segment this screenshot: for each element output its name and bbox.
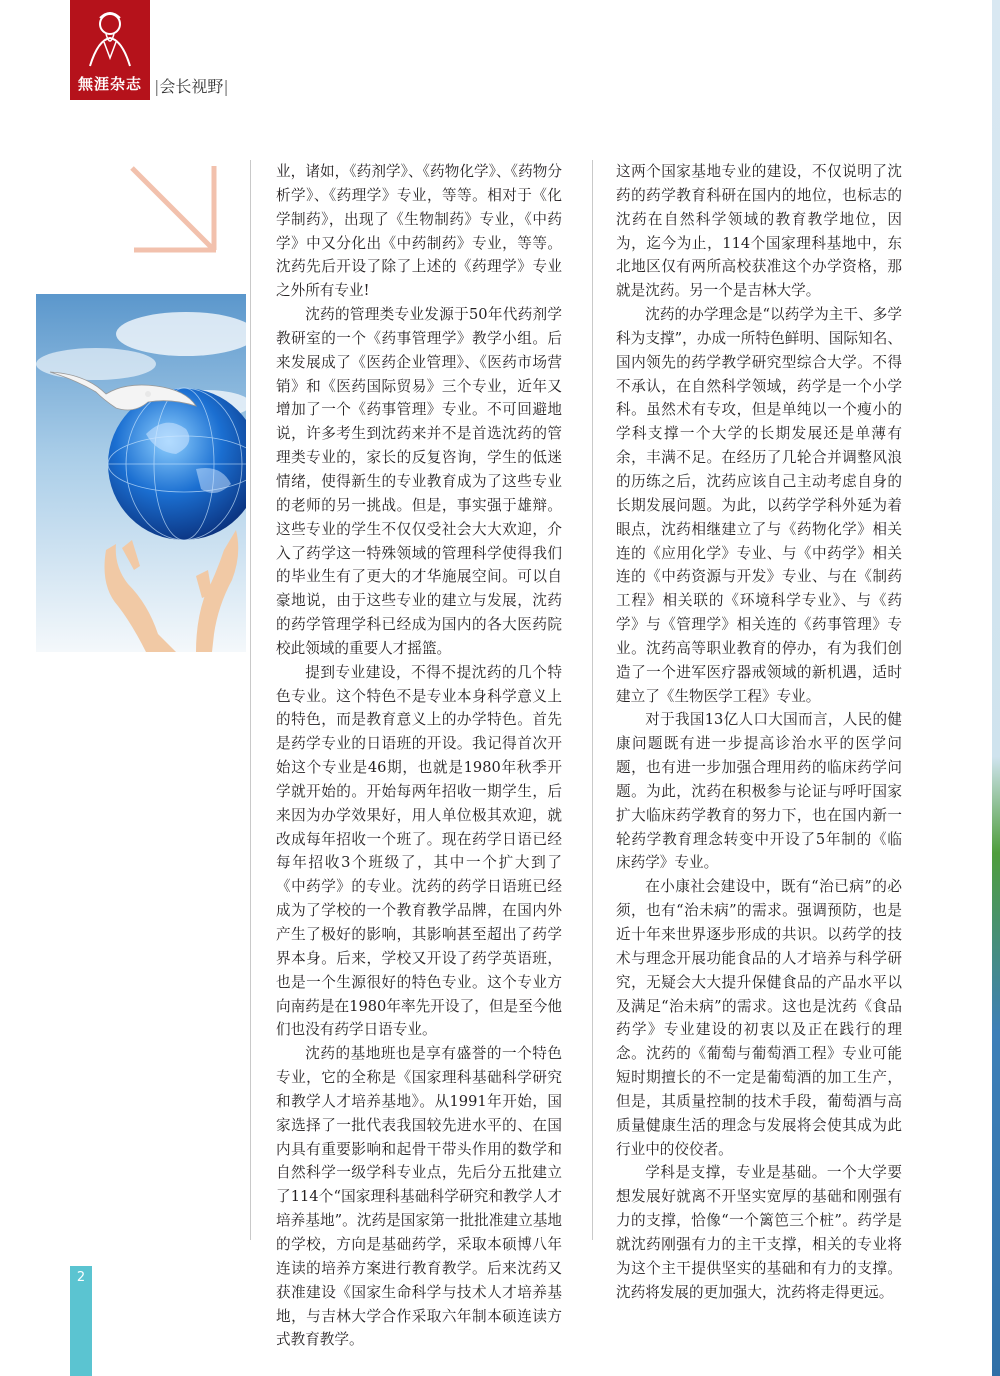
section-title: 会长视野 [159, 77, 224, 96]
scholar-portrait-icon [78, 8, 142, 68]
page-number: 2 [76, 1270, 86, 1285]
section-divider: | [154, 77, 160, 96]
section-divider: | [223, 77, 229, 96]
column-rule-middle [592, 160, 593, 1240]
column-rule-left [250, 160, 251, 1240]
paragraph: 这两个国家基地专业的建设，不仅说明了沈药的药学教育科研在国内的地位，也标志的沈药在自然科学领域的教育教学地位，因为，迄今为止，114个国家理科基地中，东北地区仅有两所高校获准这个办学资格，那就是沈药。另一个是吉林大学。 [616, 163, 902, 300]
article-column-1 [276, 160, 562, 1352]
logo-text: 無涯杂志 [77, 75, 142, 93]
paragraph: 提到专业建设，不得不提沈药的几个特色专业。这个特色不是专业本身科学意义上的特色，而是教育意义上的办学特色。首先是药学专业的日语班的开设。我记得首次开始这个专业是46期，也就是1980年秋季开学就开始的。开始每两年招收一期学生，后来因为办学效果好，用人单位极其欢迎，就改成每年招收一个班了。现在药学日语已经每年招收3个班级了，其中一个扩大到了《中药学》的专业。沈药的药学日语班已经成为了学校的一个教育教学品牌，在国内外产生了极好的影响，其影响甚至超出了药学界本身。后来，学校又开设了药学英语班，也是一个生源很好的特色专业。这个专业方向南药是在1980年率先开设了，但是至今他们也没有药学日语专业。 [276, 663, 562, 1039]
paragraph: 在小康社会建设中，既有“治已病”的必须，也有“治未病”的需求。强调预防，也是近十年来世界逐步形成的共识。以药学的技术与理念开展功能食品的人才培养与科学研究，无疑会大大提升保健食品的产品水平以及满足“治未病”的需求。这也是沈药《食品药学》专业建设的初衷以及正在践行的理念。沈药的《葡萄与葡萄酒工程》专业可能短时期擅长的不一定是葡萄酒的加工生产，但是，其质量控制的技术手段，葡萄酒与高质量健康生活的理念与发展将会使其成为此行业中的佼佼者。 [616, 878, 902, 1158]
down-right-arrow-icon [126, 162, 222, 258]
paragraph: 学科是支撑，专业是基础。一个大学要想发展好就离不开坚实宽厚的基础和刚强有力的支撑，恰像“一个篱笆三个桩”。药学是就沈药刚强有力的主干支撑，相关的专业将为这个主干提供坚实的基础和有力的支撑。沈药将发展的更加强大，沈药将走得更远。 [616, 1164, 902, 1301]
paragraph: 沈药的管理类专业发源于50年代药剂学教研室的一个《药事管理学》教学小组。后来发展成了《医药企业管理》、《医药市场营销》和《医药国际贸易》三个专业，近年又增加了一个《药事管理》专业。不可回避地说，许多考生到沈药来并不是首选沈药的管理类专业的，家长的反复咨询，学生的低迷情绪，使得新生的专业教育成为了这些专业的老师的另一挑战。但是，事实强于雄辩。这些专业的学生不仅仅受社会大大欢迎，介入了药学这一特殊领域的管理科学使得我们的毕业生有了更大的才华施展空间。可以自豪地说，由于这些专业的建立与发展，沈药的药学管理学科已经成为国内的各大医药院校此领域的重要人才摇篮。 [276, 306, 562, 657]
globe-hands-photo [36, 294, 246, 652]
right-edge-photo-strip [992, 0, 1000, 1376]
magazine-logo [70, 0, 150, 100]
section-label [154, 74, 229, 97]
page-number-bar [70, 1266, 92, 1376]
paragraph: 沈药的基地班也是享有盛誉的一个特色专业，它的全称是《国家理科基础科学研究和教学人才培养基地》。从1991年开始，国家选择了一批代表我国较先进水平的、在国内具有重要影响和起骨干带头作用的数学和自然科学一级学科专业点，先后分五批建立了114个“国家理科基础科学研究和教学人才培养基地”。沈药是国家第一批批准建立基地的学校，方向是基础药学，采取本硕博八年连读的培养方案进行教育教学。后来沈药又获准建设《国家生命科学与技术人才培养基地，与吉林大学合作采取六年制本硕连读方式教育教学。 [276, 1045, 562, 1349]
paragraph: 沈药的办学理念是“以药学为主干、多学科为支撑”，办成一所特色鲜明、国际知名、国内领先的药学教学研究型综合大学。不得不承认，在自然科学领域，药学是一个小学科。虽然术有专攻，但是单纯以一个瘦小的学科支撑一个大学的长期发展还是单薄有余，丰满不足。在经历了几轮合并调整风浪的历练之后，沈药应该自己主动考虑自身的长期发展问题。为此，以药学学科外延为着眼点，沈药相继建立了与《药物化学》相关连的《应用化学》专业、与《中药学》相关连的《中药资源与开发》专业、与在《制药工程》相关联的《环境科学专业》、与《药学》与《管理学》相关连的《药事管理》专业。沈药高等职业教育的停办，有为我们创造了一个进军医疗器戒领域的新机遇，适时建立了《生物医学工程》专业。 [616, 306, 902, 705]
article-column-2 [616, 160, 902, 1305]
paragraph: 对于我国13亿人口大国而言，人民的健康问题既有进一步提高诊治水平的医学问题，也有进一步加强合理用药的临床药学问题。为此，沈药在积极参与论证与呼吁国家扩大临床药学教育的努力下，也在国内新一轮药学教育理念转变中开设了5年制的《临床药学》专业。 [616, 711, 902, 872]
paragraph: 业，诸如，《药剂学》、《药物化学》、《药物分析学》、《药理学》专业，等等。相对于《化学制药》，出现了《生物制药》专业，《中药学》中又分化出《中药制药》专业，等等。沈药先后开设了除了上述的《药理学》专业之外所有专业! [276, 163, 562, 300]
